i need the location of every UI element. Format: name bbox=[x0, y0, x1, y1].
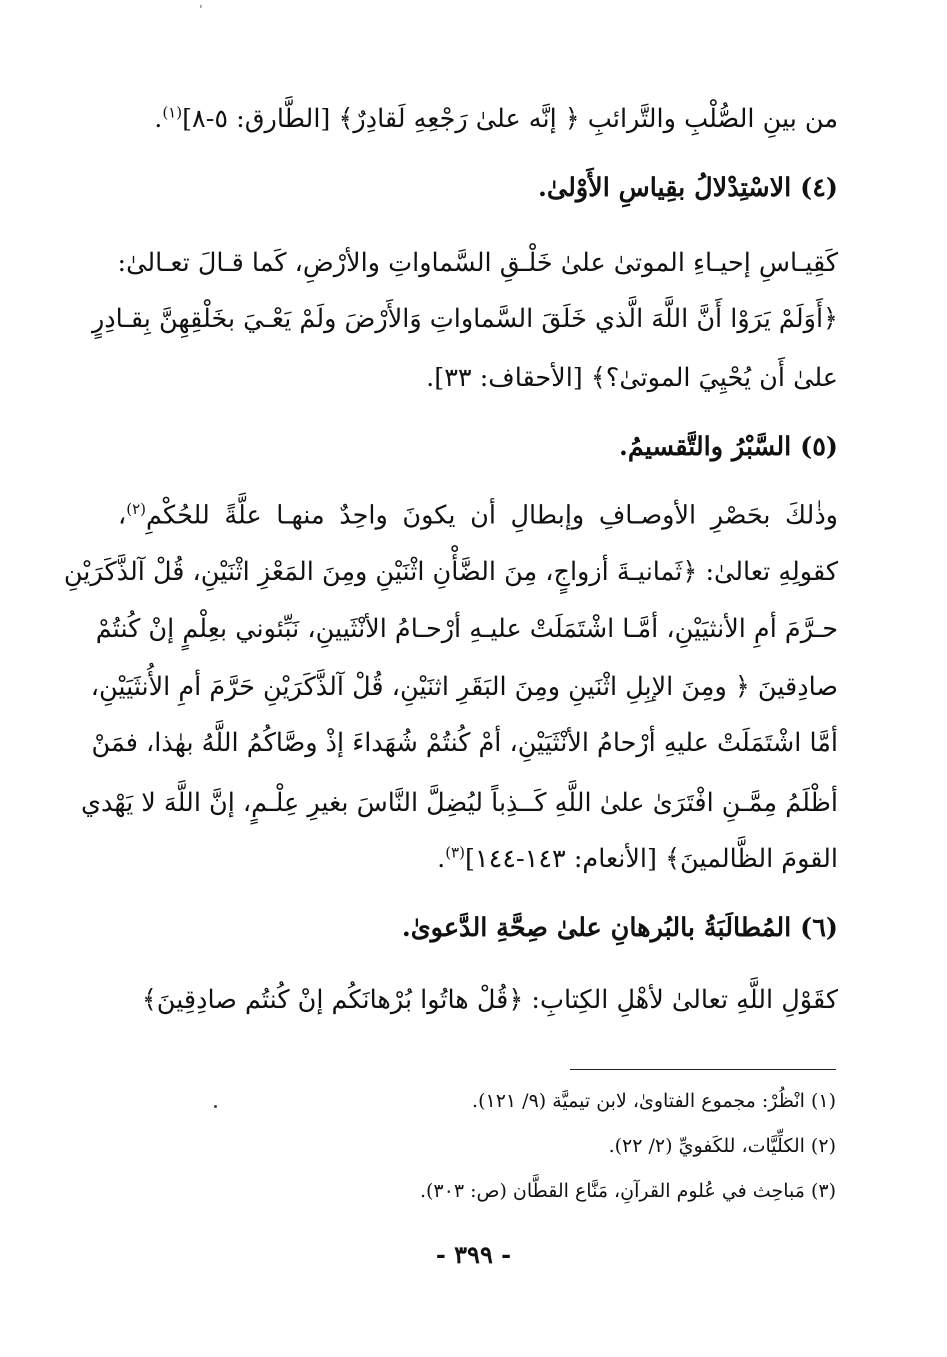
footnote-separator bbox=[570, 1069, 836, 1070]
text-line: وذٰلكَ بحَصْرِ الأوصـافِ وإبطالِ أن يكونَ واحِدٌ منهـا علَّةً للحُكْمِ$^{(٢)}$، bbox=[118, 500, 838, 531]
text-line: حـرَّمَ أمِ الأنثيَيْنِ، أمَّـا اشْتَمَلَتْ عليـهِ أرْحـامُ الأنْثَيينِ، نَبِّئوني بعِلْمٍ إنْ كُنتُمْ bbox=[95, 614, 838, 644]
text-line: ﴿أَوَلَمْ يَرَوْا أَنَّ اللَّهَ الَّذي خَلَقَ السَّماواتِ وَالأَرْضَ ولَمْ يَعْـيَ بخَلْقِهِنَّ بِقـادِرٍ bbox=[91, 304, 838, 334]
text-line: القومَ الظَّالمينَ﴾ [الأنعام: ١٤٣-١٤٤]$^{(٣)}$. bbox=[437, 843, 838, 874]
speck bbox=[214, 1105, 217, 1108]
text-line: صادِقينَ ﴿ ومِنَ الإبِلِ اثْنَينِ ومِنَ البَقَرِ اثنَيْنِ، قُلْ آلذَّكَرَيْنِ حَرَّمَ أمِ الأُنثَيَيْنِ، bbox=[90, 672, 838, 702]
footnote-3: (٣) مَباحِث في عُلوم القرآنِ، مَنَّاع القطَّان (ص: ٣٠٣). bbox=[419, 1180, 836, 1202]
footnote-ref[interactable]: (٢) bbox=[126, 500, 147, 518]
text-line: كقولِهِ تعالىٰ: ﴿ثَمانيـةَ أزواجٍ، مِنَ الضَّأْنِ اثْنَيْنِ ومِنَ المَعْزِ اثْنَيْنِ، قُلْ آلذَّكَرَيْنِ bbox=[63, 557, 838, 587]
section-heading: (٥) السَّبْرُ والتَّقسيمُ. bbox=[618, 432, 838, 462]
footnote-ref[interactable]: (٣) bbox=[445, 843, 465, 862]
text-line: كقَوْلِ اللَّهِ تعالىٰ لأهْلِ الكِتابِ: ﴿قُلْ هاتُوا بُرْهانَكُم إنْ كُنتُم صادِقِينَ﴾ bbox=[141, 985, 838, 1015]
footnote-1: (١) انْظُرْ: مجموع الفتاوىٰ، لابن تيميَّة (٩/ ١٢١). bbox=[472, 1090, 836, 1112]
text-line: من بينِ الصُّلْبِ والتَّرائبِ ﴿ إنَّه علىٰ رَجْعِهِ لَقادِرٌ﴾ [الطَّارق: ٥-٨]$^{(١)}$. bbox=[154, 103, 838, 134]
text-line: أمَّا اشْتَمَلَتْ عليهِ أرْحامُ الأنْثَيَيْنِ، أمْ كُنتُمْ شُهَداءَ إذْ وصَّاكُمُ اللَّهُ بهٰذا، فمَنْ bbox=[91, 728, 838, 758]
text-line: أظْلَمُ مِمَّـنِ افْتَرَىٰ علىٰ اللَّهِ كَــذِباً ليُضِلَّ النَّاسَ بغيرِ عِلْـمٍ، إنَّ اللَّهَ لا يَهْدي bbox=[80, 788, 838, 818]
text-line: علىٰ أَن يُحْيِيَ الموتىٰ؟﴾ [الأحقاف: ٣٣]. bbox=[426, 363, 838, 393]
footnote-2: (٢) الكلِّيَّات، للكَفويِّ (٢/ ٢٢). bbox=[608, 1135, 836, 1157]
section-heading: (٤) الاسْتِدْلالُ بقِياسِ الأَوْلىٰ. bbox=[537, 173, 838, 203]
text-line: كَقِيـاسِ إحيـاءِ الموتىٰ علىٰ خَلْـقِ السَّماواتِ والأرْضِ، كَما قـالَ تعـالىٰ: bbox=[117, 248, 838, 278]
footnote-ref[interactable]: (١) bbox=[162, 103, 183, 122]
page-number: - ٣٩٩ - bbox=[435, 1240, 512, 1269]
section-heading: (٦) المُطالَبَةُ بالبُرهانِ علىٰ صِحَّةِ الدَّعوىٰ. bbox=[401, 913, 838, 943]
